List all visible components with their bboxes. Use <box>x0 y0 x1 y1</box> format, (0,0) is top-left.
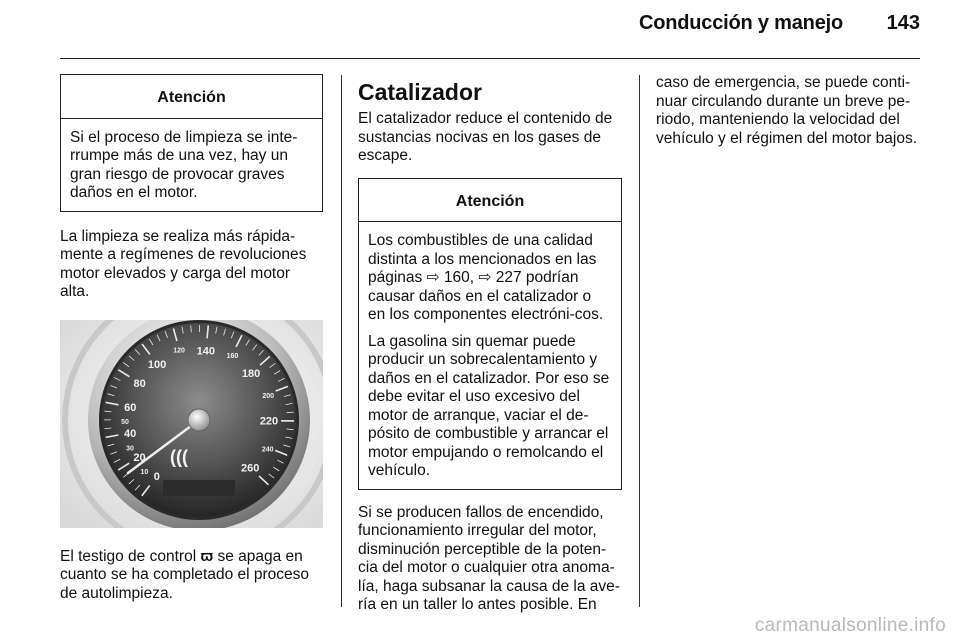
gauge-label: 10 <box>140 468 149 476</box>
caution-body <box>359 222 621 489</box>
gauge-label: 120 <box>173 347 185 355</box>
section-title: Catalizador <box>358 79 482 105</box>
page-ref-arrow-icon: ⇨ <box>426 269 440 286</box>
misfire-paragraph: Si se producen fallos de encendido, funcionamiento irregular del motor, disminución perceptible de la poten-cia del motor o cualquier otra anoma-lía, haga subsanar la causa de la ave-ría en un taller lo antes posible. En <box>358 503 620 613</box>
caution-paragraph-petrol: La gasolina sin quemar puede producir un sobrecalentamiento y daños en el catalizador. Por eso se debe evitar el uso excesivo del motor de arranque, vaciar el de-pósito de combustible y arrancar el motor empujando o remolcando el vehículo. <box>368 332 610 479</box>
caution-heading: Atención <box>359 179 621 223</box>
caution-paragraph-fuel <box>368 232 611 325</box>
page-ref: 160, <box>443 269 475 286</box>
gauge-label: 80 <box>133 377 146 390</box>
page-number: 143 <box>886 12 920 34</box>
caution-box-cleaning <box>60 74 323 212</box>
page-ref: 227 podrían causar daños en el catalizador o en los componentes electróni-cos. <box>368 269 604 323</box>
right-column <box>656 74 922 148</box>
gauge-label: 180 <box>241 367 261 380</box>
speedometer-illustration <box>60 320 323 528</box>
caution-body <box>61 119 322 211</box>
speedometer-svg <box>60 320 323 528</box>
gauge-label: 30 <box>126 445 134 453</box>
gauge-label: 220 <box>259 415 279 428</box>
caution-heading: Atención <box>61 75 322 119</box>
cleaning-paragraph: La limpieza se realiza más rápida-mente a regímenes de revoluciones motor elevados y carga del motor alta. <box>60 227 307 300</box>
gauge-label: 20 <box>133 451 146 464</box>
gauge-label: 260 <box>241 462 260 475</box>
lamp-paragraph-end: se apaga en cuanto se ha completado el proceso de autolimpieza. <box>60 547 310 602</box>
gauge-label: 160 <box>226 352 239 360</box>
continuation-paragraph: caso de emergencia, se puede conti-nuar circulando durante un breve pe-riodo, manteniendo la velocidad del vehículo y el régimen del motor bajos. <box>656 74 918 147</box>
control-lamp-icon: ϖ <box>200 547 214 565</box>
gauge-label: 200 <box>262 392 275 400</box>
gauge-hub <box>188 409 210 431</box>
caution-box-catalyst <box>358 178 622 490</box>
caution-text: Si el proceso de limpieza se inte-rrumpe más de una vez, hay un gran riesgo de provocar graves daños en el motor. <box>70 128 298 201</box>
catalyst-intro: El catalizador reduce el contenido de sustancias nocivas en los gases de escape. <box>358 110 613 164</box>
column-divider-right <box>639 75 640 607</box>
middle-column <box>358 74 622 615</box>
gauge-label: 100 <box>147 358 167 371</box>
header-rule <box>60 58 920 59</box>
gauge-label: 60 <box>124 401 137 414</box>
column-divider-left <box>341 75 342 607</box>
particulate-filter-lamp-icon: ((( <box>170 446 188 467</box>
caution-text: Los combustibles de una calidad distinta a los mencionados en las páginas <box>368 232 597 286</box>
gauge-label: 140 <box>196 344 216 357</box>
running-head: Conducción y manejo <box>638 12 843 34</box>
left-column <box>60 74 323 603</box>
lamp-paragraph-start: El testigo de control <box>60 547 197 565</box>
watermark: carmanualsonline.info <box>754 615 946 636</box>
page-ref-arrow-icon: ⇨ <box>478 269 492 286</box>
gauge-label: 40 <box>124 427 137 440</box>
gauge-label: 0 <box>153 470 160 483</box>
gauge-label: 240 <box>261 445 274 453</box>
gauge-label: 50 <box>121 418 129 426</box>
lamp-paragraph <box>60 548 323 604</box>
